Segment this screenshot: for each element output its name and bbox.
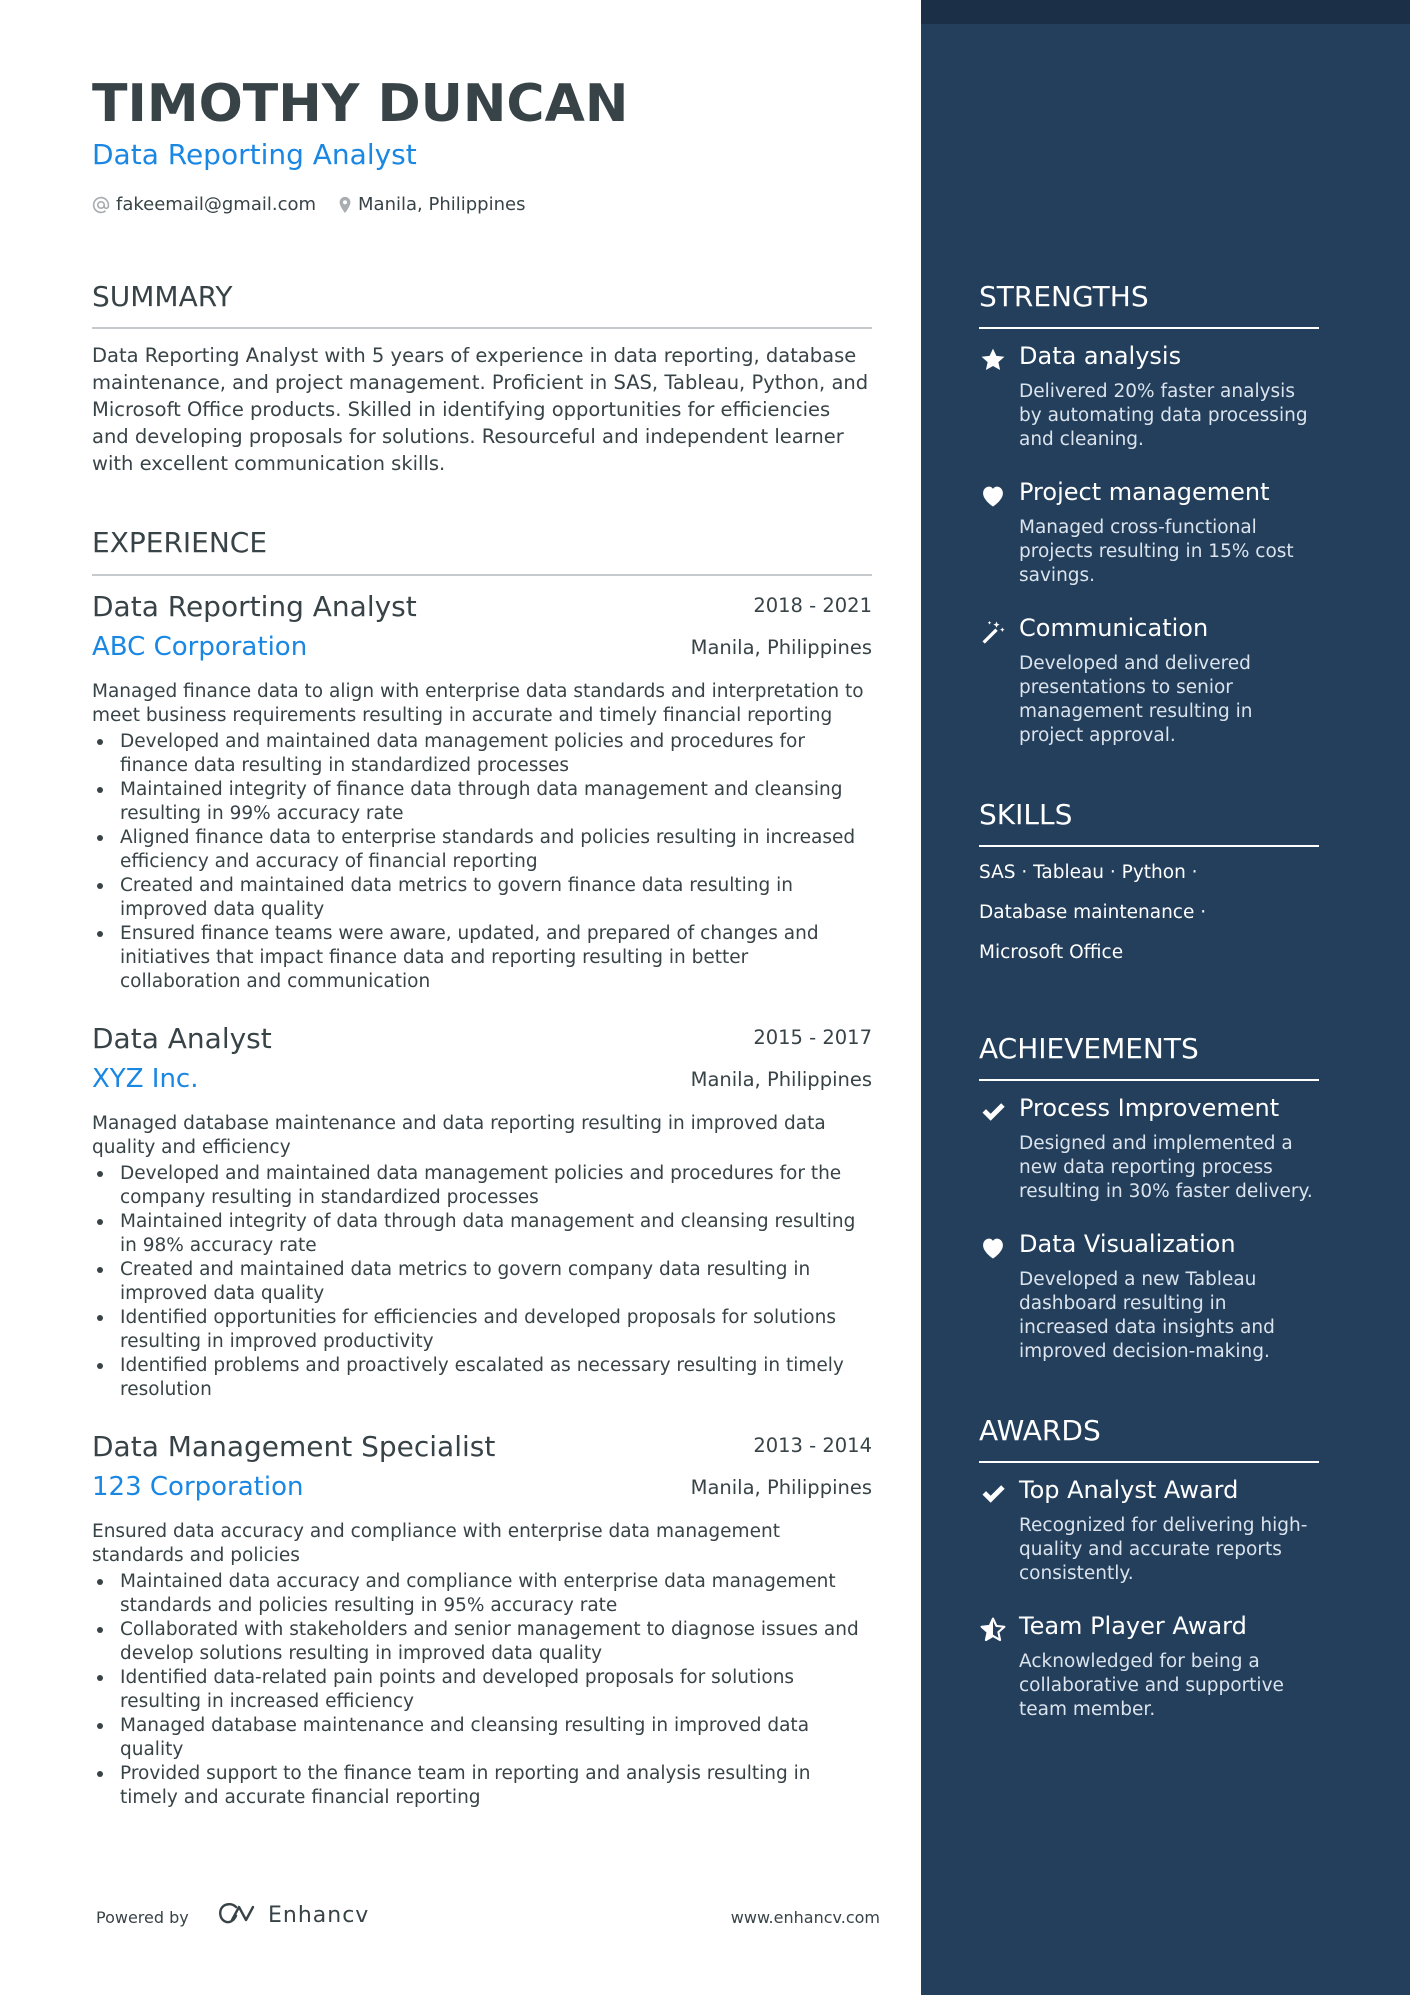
contact-info — [92, 194, 547, 215]
sidebar-top-band — [921, 0, 1410, 24]
strengths-divider — [979, 327, 1319, 329]
email-contact[interactable] — [92, 194, 316, 215]
awards-divider — [979, 1461, 1319, 1463]
skills-divider — [979, 845, 1319, 847]
job-bullet: Identified data-related pain points and developed proposals for solutions resulting in increased efficiency — [92, 1666, 872, 1714]
job-bullet: Collaborated with stakeholders and senior management to diagnose issues and develop solutions resulting in improved data quality — [92, 1618, 872, 1666]
location-text: Manila, Philippines — [358, 194, 526, 215]
enhancv-logo-text: Enhancv — [268, 1902, 370, 1928]
job-bullets — [92, 1570, 872, 1810]
achievements-divider — [979, 1079, 1319, 1081]
check-icon — [979, 1098, 1007, 1126]
footer-website[interactable]: www.enhancv.com — [730, 1908, 880, 1927]
job-bullet: Maintained data accuracy and compliance with enterprise data management standards and policies resulting in 95% accuracy rate — [92, 1570, 872, 1618]
job-company: ABC Corporation — [92, 632, 308, 662]
job-location: Manila, Philippines — [690, 1068, 872, 1091]
achievement-text: Developed a new Tableau dashboard resulting in increased data insights and improved decision-making. — [1019, 1269, 1275, 1362]
job-title: Data Management Specialist — [92, 1430, 496, 1463]
job-title: Data Reporting Analyst — [92, 590, 417, 623]
powered-by-text: Powered by — [96, 1908, 189, 1927]
job-description: Managed database maintenance and data reporting resulting in improved data quality and efficiency — [92, 1113, 826, 1158]
job-location: Manila, Philippines — [690, 1476, 872, 1499]
achievement-text: Designed and implemented a new data reporting process resulting in 30% faster delivery. — [1019, 1133, 1313, 1202]
strength-text: Managed cross-functional projects resulting in 15% cost savings. — [1019, 517, 1294, 586]
job-bullet: Managed database maintenance and cleansing resulting in improved data quality — [92, 1714, 872, 1762]
summary-text: Data Reporting Analyst with 5 years of experience in data reporting, database maintenance, and project management. Proficient in SAS, Tableau, Python, and Microsoft Office products. Skilled in identifying opportunities for efficiencies and developing proposals for solutions. Resourceful and independent learner with excellent communication skills. — [92, 344, 869, 475]
job-dates: 2018 - 2021 — [753, 594, 872, 617]
summary-title: SUMMARY — [92, 280, 233, 313]
candidate-name: TIMOTHY DUNCAN — [92, 74, 629, 134]
job-bullets — [92, 730, 872, 994]
star-icon — [979, 346, 1007, 374]
strength-title: Data analysis — [1019, 342, 1182, 370]
job-bullet: Aligned finance data to enterprise standards and policies resulting in increased efficiency and accuracy of financial reporting — [92, 826, 872, 874]
heart-icon — [979, 482, 1007, 510]
enhancv-logo-icon — [214, 1902, 262, 1928]
job-bullet: Provided support to the finance team in reporting and analysis resulting in timely and accurate financial reporting — [92, 1762, 872, 1810]
skills-line: Microsoft Office — [979, 942, 1124, 963]
job-bullet: Maintained integrity of finance data through data management and cleansing resulting in 99% accuracy rate — [92, 778, 872, 826]
job-dates: 2013 - 2014 — [753, 1434, 872, 1457]
award-text: Acknowledged for being a collaborative and supportive team member. — [1019, 1651, 1284, 1720]
job-dates: 2015 - 2017 — [753, 1026, 872, 1049]
strength-text: Delivered 20% faster analysis by automating data processing and cleaning. — [1019, 381, 1308, 450]
awards-title: AWARDS — [979, 1414, 1101, 1447]
strength-title: Communication — [1019, 614, 1209, 642]
job-description: Ensured data accuracy and compliance with enterprise data management standards and policies — [92, 1521, 780, 1566]
heart-icon — [979, 1234, 1007, 1262]
half-star-icon — [979, 1616, 1007, 1644]
strengths-title: STRENGTHS — [979, 280, 1149, 313]
skills-line: Database maintenance · — [979, 902, 1207, 923]
location-pin-icon — [338, 196, 352, 214]
job-bullet: Ensured finance teams were aware, updated, and prepared of changes and initiatives that impact finance data and reporting resulting in better collaboration and communication — [92, 922, 872, 994]
job-company: XYZ Inc. — [92, 1064, 199, 1094]
job-bullet: Created and maintained data metrics to govern company data resulting in improved data quality — [92, 1258, 872, 1306]
job-description: Managed finance data to align with enterprise data standards and interpretation to meet business requirements resulting in accurate and timely financial reporting — [92, 681, 864, 726]
magic-wand-icon — [979, 618, 1007, 646]
job-bullets — [92, 1162, 872, 1402]
job-bullet: Identified problems and proactively escalated as necessary resulting in timely resolution — [92, 1354, 872, 1402]
skills-title: SKILLS — [979, 798, 1073, 831]
job-company: 123 Corporation — [92, 1472, 304, 1502]
summary-divider — [92, 327, 872, 329]
job-bullet: Created and maintained data metrics to govern finance data resulting in improved data quality — [92, 874, 872, 922]
achievements-title: ACHIEVEMENTS — [979, 1032, 1199, 1065]
achievement-title: Data Visualization — [1019, 1230, 1236, 1258]
strength-text: Developed and delivered presentations to senior management resulting in project approval. — [1019, 653, 1253, 746]
sidebar — [921, 0, 1410, 1995]
job-location: Manila, Philippines — [690, 636, 872, 659]
location-contact — [338, 194, 525, 215]
experience-divider — [92, 574, 872, 576]
email-text: fakeemail@gmail.com — [116, 194, 317, 215]
job-title: Data Analyst — [92, 1022, 272, 1055]
strength-title: Project management — [1019, 478, 1270, 506]
job-bullet: Identified opportunities for efficiencies and developed proposals for solutions resulting in improved productivity — [92, 1306, 872, 1354]
footer — [96, 1902, 880, 1930]
at-icon — [92, 196, 110, 214]
enhancv-logo[interactable] — [214, 1902, 369, 1928]
experience-title: EXPERIENCE — [92, 526, 268, 559]
skills-line: SAS · Tableau · Python · — [979, 862, 1198, 883]
award-text: Recognized for delivering high-quality and accurate reports consistently. — [1019, 1515, 1308, 1584]
award-title: Top Analyst Award — [1019, 1476, 1239, 1504]
job-bullet: Maintained integrity of data through data management and cleansing resulting in 98% accuracy rate — [92, 1210, 872, 1258]
achievement-title: Process Improvement — [1019, 1094, 1280, 1122]
check-icon — [979, 1480, 1007, 1508]
candidate-role: Data Reporting Analyst — [92, 138, 417, 171]
award-title: Team Player Award — [1019, 1612, 1247, 1640]
job-bullet: Developed and maintained data management policies and procedures for the company resulting in standardized processes — [92, 1162, 872, 1210]
job-bullet: Developed and maintained data management policies and procedures for finance data resulting in standardized processes — [92, 730, 872, 778]
